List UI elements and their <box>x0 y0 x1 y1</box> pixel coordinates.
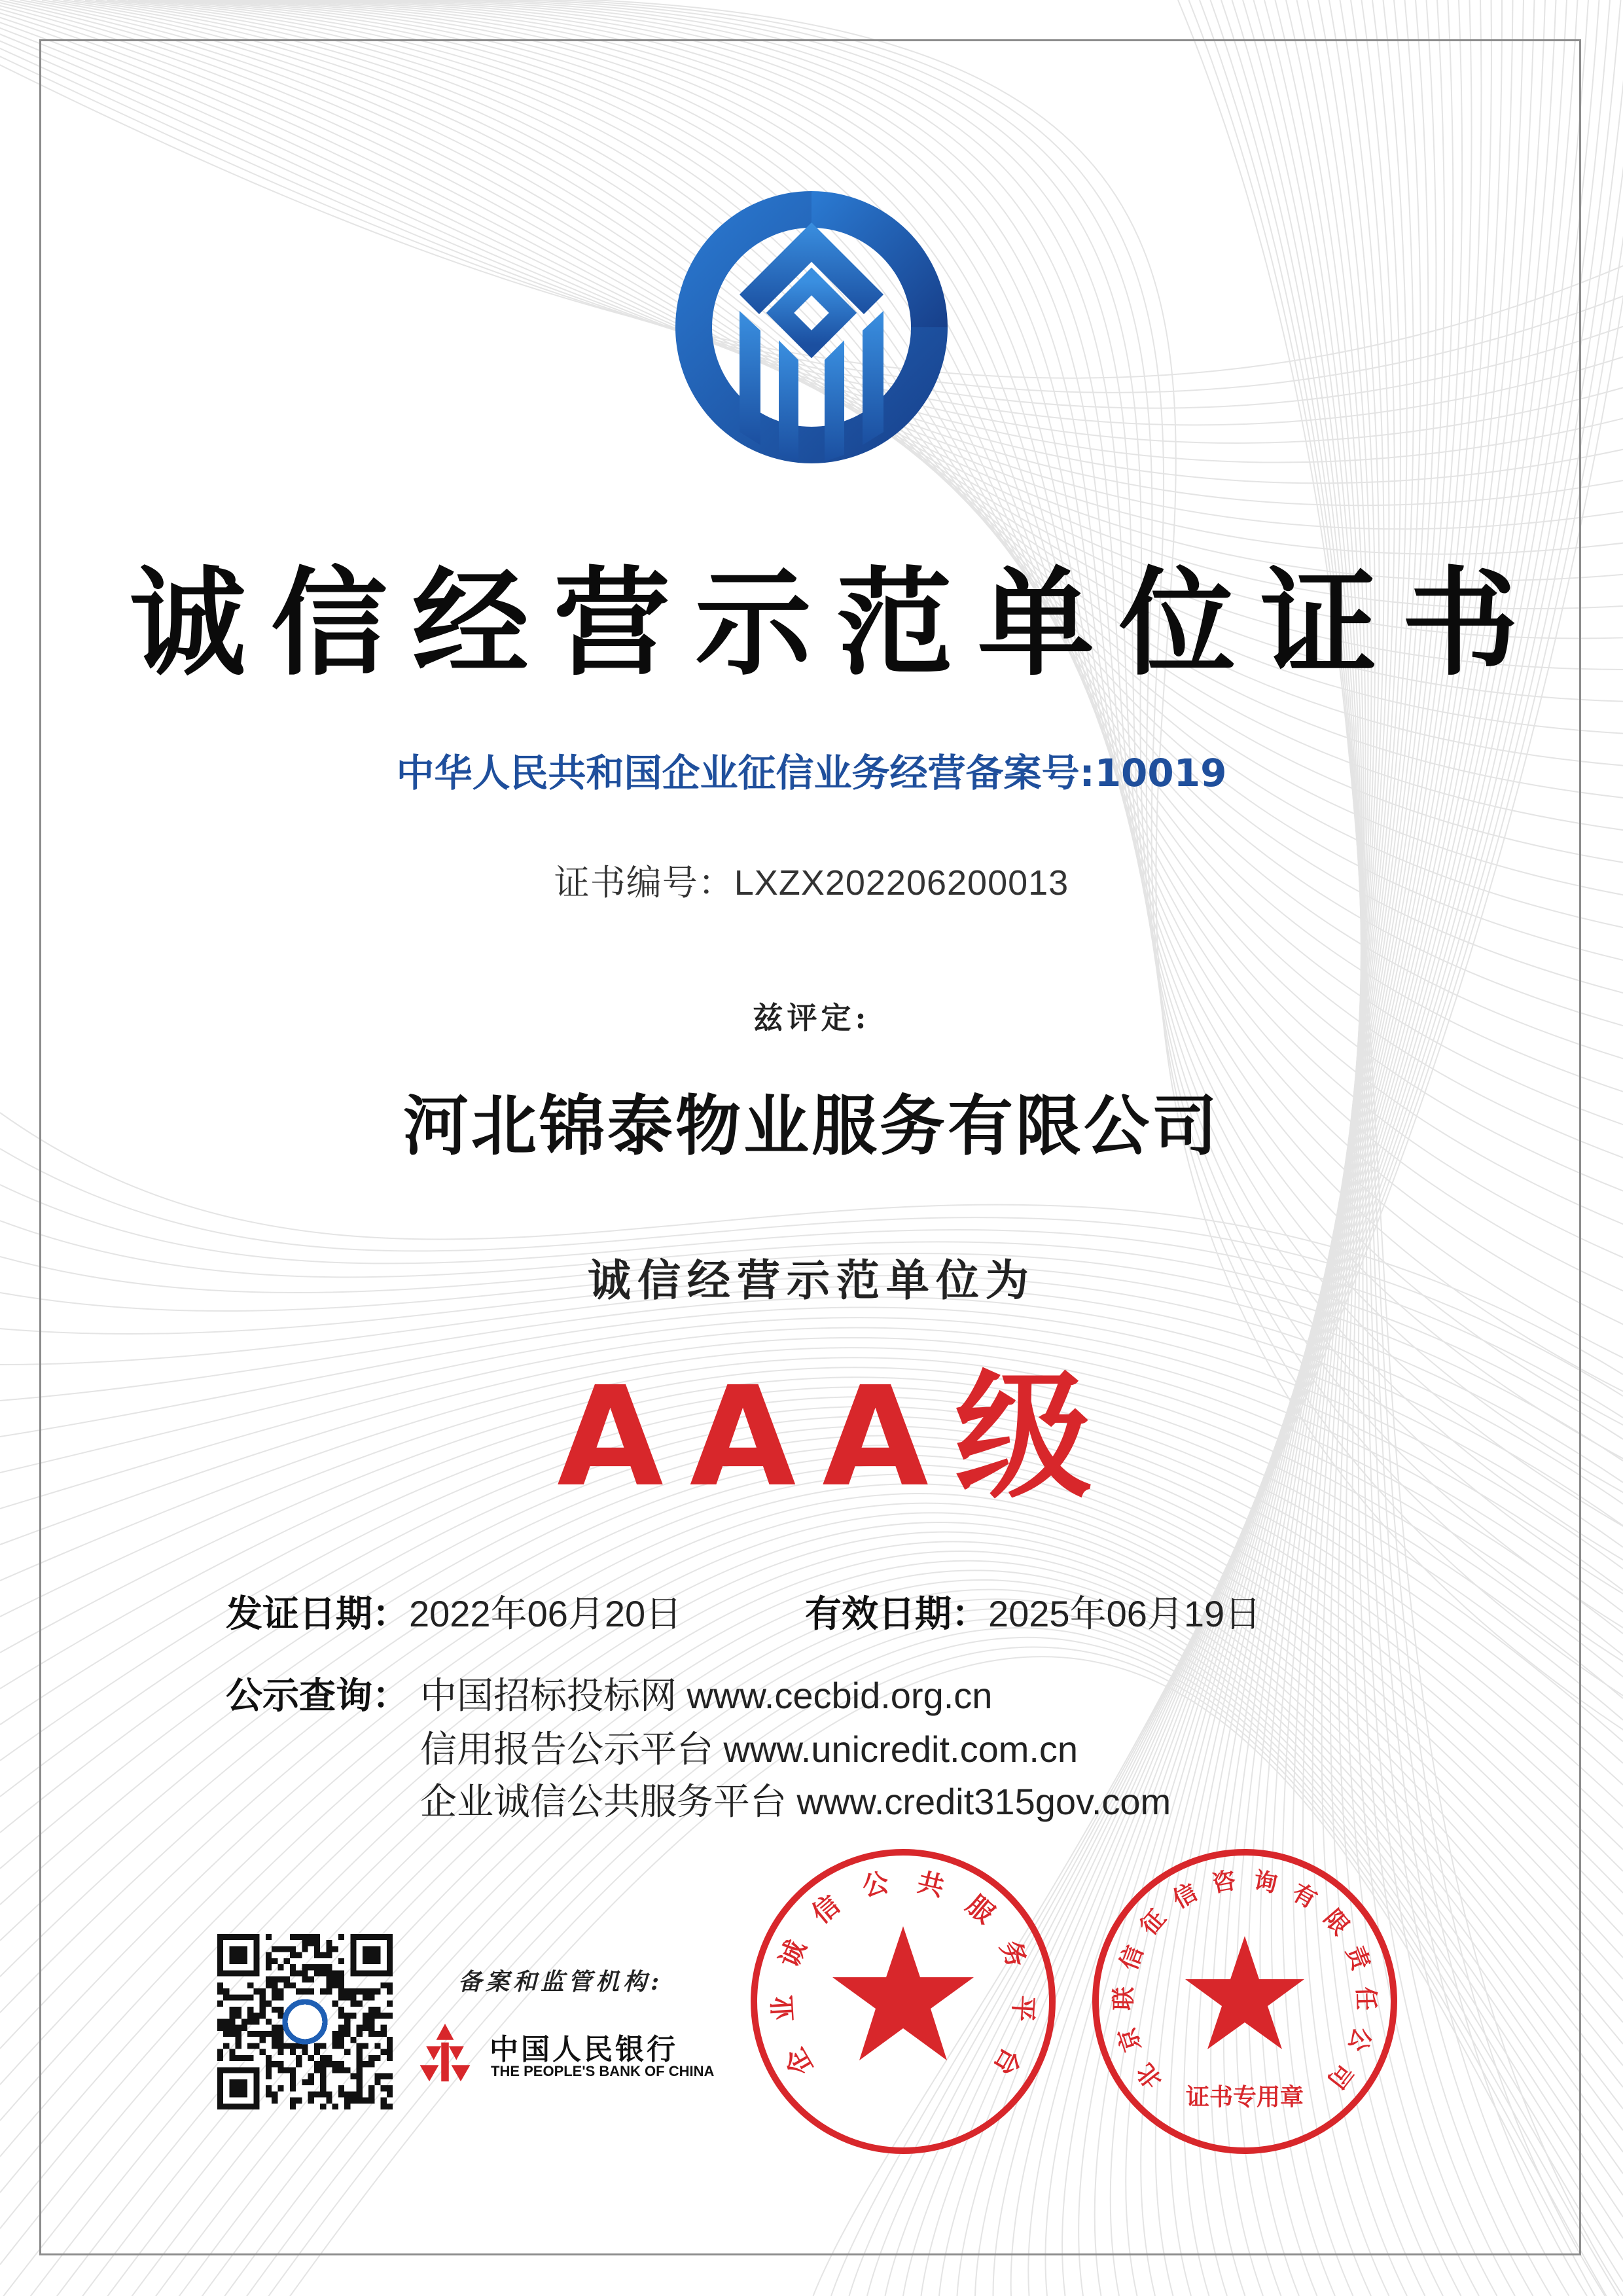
certificate-number <box>0 864 1623 903</box>
valid-date-label: 有效日期： <box>805 1593 988 1636</box>
public-query-site: 信用报告公示平台 www.unicredit.com.cn <box>420 1729 1079 1770</box>
svg-text:信: 信 <box>1168 1878 1202 1914</box>
regulator-name-cn: 中国人民银行 <box>490 2033 678 2066</box>
certificate-title: 诚信经营示范单位证书 <box>130 556 1543 691</box>
svg-text:信: 信 <box>1115 1942 1149 1974</box>
svg-text:咨: 咨 <box>1210 1866 1238 1898</box>
svg-text:信: 信 <box>806 1889 846 1930</box>
credit-grade: AAA级 <box>557 1357 1118 1517</box>
svg-text:台: 台 <box>987 2042 1027 2081</box>
svg-text:限: 限 <box>1318 1904 1355 1941</box>
svg-text:公: 公 <box>859 1866 892 1903</box>
seal-credit-platform <box>746 1844 1060 2159</box>
valid-date <box>805 1594 1261 1635</box>
svg-text:务: 务 <box>993 1935 1033 1972</box>
regulator-name-en: THE PEOPLE'S BANK OF CHINA <box>491 2063 715 2079</box>
seal-certificate-special-bottom: 证书专用章 <box>1185 2083 1304 2111</box>
svg-text:平: 平 <box>1007 1994 1039 2023</box>
filing-record-number: 中华人民共和国企业征信业务经营备案号:10019 <box>396 751 1227 795</box>
svg-text:公: 公 <box>1343 2024 1377 2055</box>
pboc-emblem-icon <box>414 2021 476 2084</box>
credit-house-logo-icon <box>668 183 955 471</box>
star-icon <box>1185 1936 1304 2049</box>
award-statement: 诚信经营示范单位为 <box>588 1255 1035 1306</box>
issue-date-value: 2022年06月20日 <box>409 1593 683 1634</box>
certificate-number-value: LXZX202206200013 <box>734 863 1069 903</box>
svg-text:服: 服 <box>960 1889 1001 1930</box>
hereby-label: 兹评定: <box>753 1000 870 1035</box>
valid-date-value: 2025年06月19日 <box>988 1593 1262 1634</box>
certificate-number-label: 证书编号： <box>554 863 734 903</box>
public-query-site: 中国招标投标网 www.cecbid.org.cn <box>420 1675 993 1716</box>
svg-text:北: 北 <box>1131 2058 1168 2094</box>
qr-code-icon <box>217 1934 393 2109</box>
svg-text:有: 有 <box>1287 1878 1322 1914</box>
public-query-label: 公示查询： <box>226 1675 409 1717</box>
company-name: 河北锦泰物业服务有限公司 <box>403 1087 1220 1164</box>
issue-date-label: 发证日期： <box>226 1593 409 1636</box>
seal-certificate-special <box>1088 1844 1402 2159</box>
svg-text:共: 共 <box>914 1866 948 1903</box>
public-query-site: 企业诚信公共服务平台 www.credit315gov.com <box>420 1781 1171 1822</box>
svg-text:企: 企 <box>779 2042 819 2081</box>
regulator-label: 备案和监管机构: <box>458 1968 664 1996</box>
svg-text:联: 联 <box>1109 1986 1138 2011</box>
svg-text:任: 任 <box>1351 1986 1380 2011</box>
svg-text:征: 征 <box>1135 1904 1171 1941</box>
svg-text:询: 询 <box>1251 1866 1279 1898</box>
issue-date <box>226 1594 682 1635</box>
svg-text:司: 司 <box>1322 2058 1359 2094</box>
svg-text:业: 业 <box>767 1994 800 2023</box>
star-icon <box>832 1926 974 2060</box>
svg-text:责: 责 <box>1340 1942 1375 1974</box>
svg-text:京: 京 <box>1113 2024 1147 2055</box>
svg-text:诚: 诚 <box>774 1935 813 1972</box>
